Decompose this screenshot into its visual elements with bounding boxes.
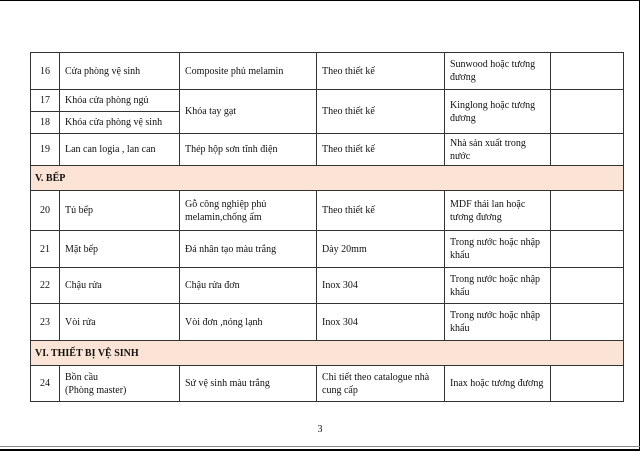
- item-material: Thép hộp sơn tĩnh điện: [180, 134, 317, 166]
- table-row: [31, 90, 624, 112]
- item-brand: Trong nước hoặc nhập khẩu: [445, 268, 551, 304]
- table-row: [31, 268, 624, 304]
- section-row-kitchen: [31, 166, 624, 191]
- row-number: 17: [31, 90, 60, 112]
- section-row-sanitary: [31, 341, 624, 366]
- item-material: Vòi đơn ,nóng lạnh: [180, 304, 317, 341]
- specification-table: [30, 52, 624, 402]
- item-brand: MDF thái lan hoặc tương đương: [445, 191, 551, 231]
- item-brand: Trong nước hoặc nhập khẩu: [445, 304, 551, 341]
- section-title: V. BẾP: [31, 166, 624, 191]
- item-note: [551, 366, 624, 402]
- item-name-line: Bồn cầu: [65, 371, 99, 383]
- item-material: Chậu rửa đơn: [180, 268, 317, 304]
- page-border-top: [0, 0, 640, 1]
- row-number: 18: [31, 112, 60, 134]
- row-number: 22: [31, 268, 60, 304]
- item-spec: Inox 304: [317, 304, 445, 341]
- section-title: VI. THIẾT BỊ VỆ SINH: [31, 341, 624, 366]
- item-brand: Nhà sản xuất trong nước: [445, 134, 551, 166]
- item-brand: Sunwood hoặc tương đương: [445, 53, 551, 90]
- item-brand: Kinglong hoặc tương đương: [445, 90, 551, 134]
- item-note: [551, 134, 624, 166]
- table-row: [31, 304, 624, 341]
- item-brand: Inax hoặc tương đương: [445, 366, 551, 402]
- item-spec: Theo thiết kế: [317, 53, 445, 90]
- item-name: Tủ bếp: [60, 191, 180, 231]
- item-spec: Inox 304: [317, 268, 445, 304]
- item-name: [60, 366, 180, 402]
- item-name: Mặt bếp: [60, 231, 180, 268]
- item-note: [551, 304, 624, 341]
- row-number: 23: [31, 304, 60, 341]
- row-number: 16: [31, 53, 60, 90]
- item-note: [551, 90, 624, 134]
- table-row: [31, 134, 624, 166]
- item-note: [551, 231, 624, 268]
- item-note: [551, 268, 624, 304]
- item-material: Sứ vệ sinh màu trắng: [180, 366, 317, 402]
- item-material: Khóa tay gạt: [180, 90, 317, 134]
- item-spec: Theo thiết kế: [317, 90, 445, 134]
- item-spec: Theo thiết kế: [317, 134, 445, 166]
- item-material: Composite phủ melamin: [180, 53, 317, 90]
- item-material: Đá nhân tạo màu trắng: [180, 231, 317, 268]
- table-row: [31, 231, 624, 268]
- row-number: 24: [31, 366, 60, 402]
- row-number: 20: [31, 191, 60, 231]
- row-number: 19: [31, 134, 60, 166]
- item-name: Khóa cửa phòng vệ sinh: [60, 112, 180, 134]
- item-spec: Dày 20mm: [317, 231, 445, 268]
- item-name: Khóa cửa phòng ngủ: [60, 90, 180, 112]
- item-spec: Theo thiết kế: [317, 191, 445, 231]
- item-name: Cửa phòng vệ sinh: [60, 53, 180, 90]
- table-row: [31, 366, 624, 402]
- table-row: [31, 191, 624, 231]
- item-name-line: (Phòng master): [65, 384, 127, 396]
- item-name: Lan can logia , lan can: [60, 134, 180, 166]
- item-brand: Trong nước hoặc nhập khẩu: [445, 231, 551, 268]
- item-material: Gỗ công nghiệp phủ melamin,chống ẩm: [180, 191, 317, 231]
- table-row: [31, 53, 624, 90]
- item-name: Chậu rửa: [60, 268, 180, 304]
- page-border-bottom-inner: [0, 446, 640, 447]
- item-name: Vòi rửa: [60, 304, 180, 341]
- item-spec: Chi tiết theo catalogue nhà cung cấp: [317, 366, 445, 402]
- item-note: [551, 53, 624, 90]
- item-note: [551, 191, 624, 231]
- page-number: 3: [317, 424, 323, 435]
- row-number: 21: [31, 231, 60, 268]
